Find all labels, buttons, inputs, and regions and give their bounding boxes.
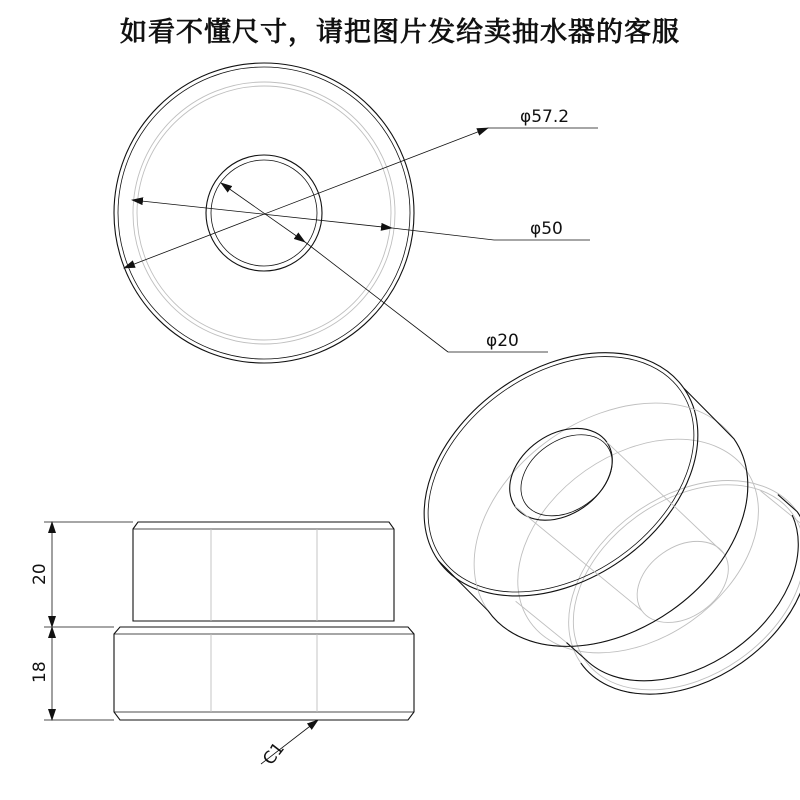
dim-upper-height: 20	[30, 563, 50, 585]
iso-top-face-edge	[383, 308, 738, 641]
page-title: 如看不懂尺寸，请把图片发给卖抽水器的客服	[120, 17, 680, 48]
dim-outer-diameter: φ57.2	[520, 107, 570, 127]
dim-line-bore	[221, 183, 305, 242]
iso-lower-top	[477, 395, 799, 697]
iso-bore-top	[492, 409, 630, 539]
leader-collar-ext	[392, 228, 494, 240]
dim-chamfer: C1	[259, 738, 289, 770]
dim-line-collar	[132, 200, 392, 228]
iso-lower-bottom-2	[534, 442, 800, 732]
upper-collar-outline	[133, 522, 394, 621]
dim-collar-diameter: φ50	[530, 219, 563, 239]
isometric-view	[378, 290, 800, 772]
lower-flange-outline	[114, 627, 414, 720]
leader-bore-ext	[305, 242, 448, 352]
dim-line-outer	[124, 128, 488, 268]
iso-bore-bottom	[622, 525, 744, 640]
front-view	[30, 522, 414, 769]
dim-lower-height: 18	[30, 661, 50, 683]
top-view	[114, 63, 598, 363]
dim-bore-diameter: φ20	[486, 331, 519, 351]
iso-top-lower	[428, 353, 794, 697]
iso-top-face	[378, 302, 744, 646]
